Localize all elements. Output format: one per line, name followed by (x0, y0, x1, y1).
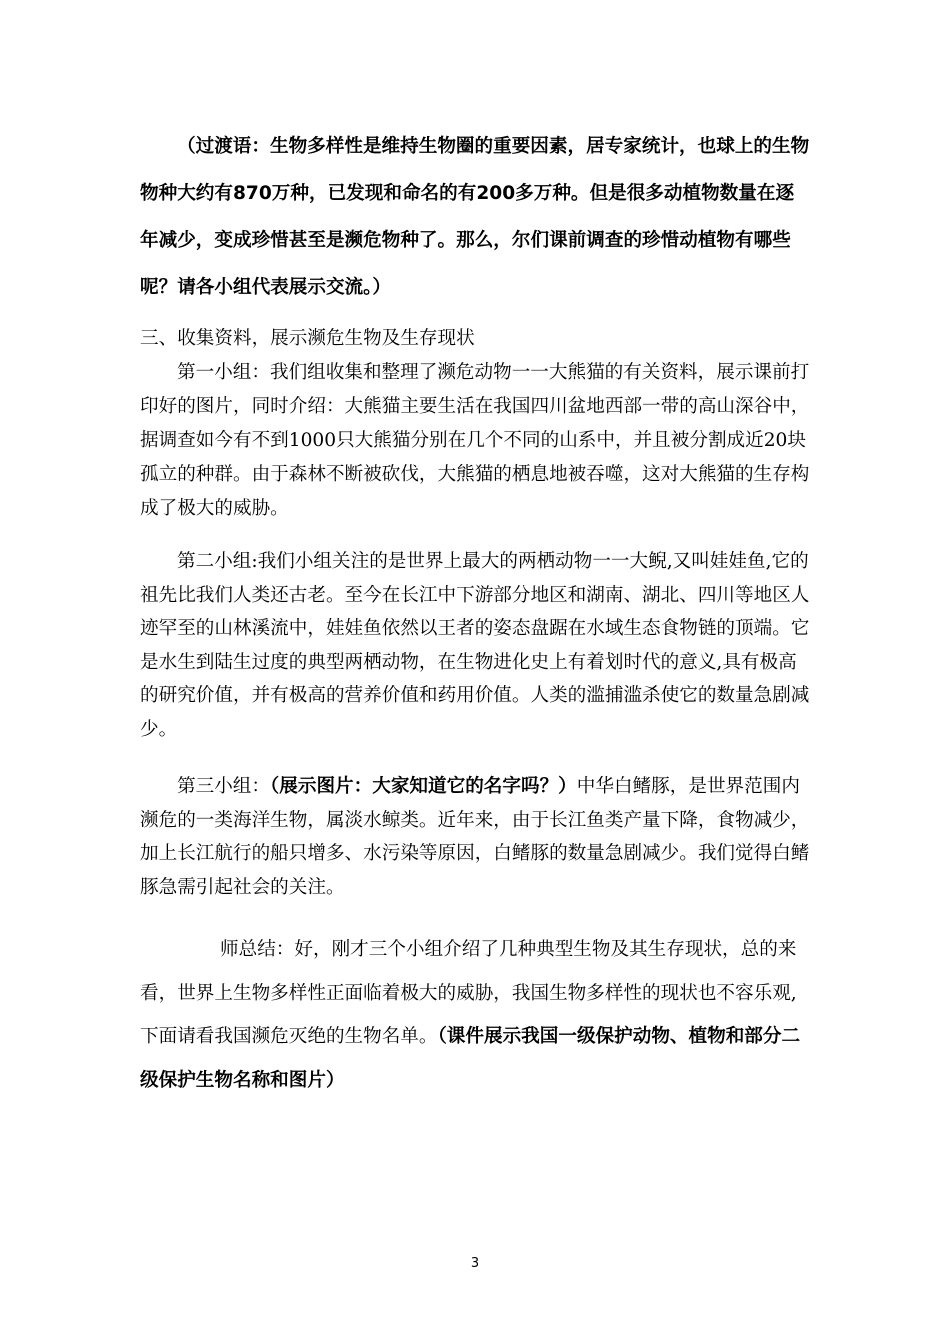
summary-text: 师总结：好，刚才三个小组介绍了几种典型生物及其生存现状，总的来看，世界上生物多样性正面临着极大的威胁，我国生物多样性的现状也不容乐观,下面请看我国濒危灭绝的生物名单。 (140, 939, 797, 1048)
group3-bold-note: （展示图片：大家知道它的名字吗？） (269, 776, 577, 797)
transition-paragraph: （过渡语：生物多样性是维持生物圈的重要因素，居专家统计，也球上的生物物种大约有870万种，已发现和命名的有200多万种。但是很多动植物数量在逐年减少，变成珍惜甚至是濒危物种了。那么，尔们课前调查的珍惜动植物有哪些呢？请各小组代表展示交流。） (140, 136, 810, 298)
group3-rest: 中华白鳍豚，是世界范围内濒危的一类海洋生物，属淡水鲸类。近年来，由于长江鱼类产量下降，食物减少，加上长江航行的船只增多、水污染等原因，白鳍豚的数量急剧减少。我们觉得白鳍豚急需引起社会的关注。 (140, 776, 810, 898)
group2-paragraph: 第二小组:我们小组关注的是世界上最大的两栖动物一一大鲵,又叫娃娃鱼,它的祖先比我们人类还古老。至今在长江中下游部分地区和湖南、湖北、四川等地区人迹罕至的山林溪流中，娃娃鱼依然以王者的姿态盘踞在水域生态食物链的顶端。它是水生到陆生过度的典型两栖动物，在生物进化史上有着划时代的意义,具有极高的研究价值，并有极高的营养价值和药用价值。人类的滥捕滥杀使它的数量急剧减少。 (140, 551, 810, 740)
summary-bold-note: （课件展示我国一级保护动物、植物和部分二级保护生物名称和图片） (140, 1026, 801, 1091)
group1-paragraph: 第一小组：我们组收集和整理了濒危动物一一大熊猫的有关资料，展示课前打印好的图片，同时介绍：大熊猫主要生活在我国四川盆地西部一带的高山深谷中，据调查如今有不到1000只大熊猫分别在几个不同的山系中，并且被分割成近20块孤立的种群。由于森林不断被砍伐，大熊猫的栖息地被吞噬，这对大熊猫的生存构成了极大的威胁。 (140, 362, 810, 519)
summary-paragraph (140, 928, 812, 1102)
group3-lead: 第三小组： (177, 776, 270, 797)
group3-paragraph (140, 770, 812, 904)
section-heading: 三、收集资料，展示濒危生物及生存现状 (140, 328, 475, 349)
page-number: 3 (470, 1256, 480, 1271)
